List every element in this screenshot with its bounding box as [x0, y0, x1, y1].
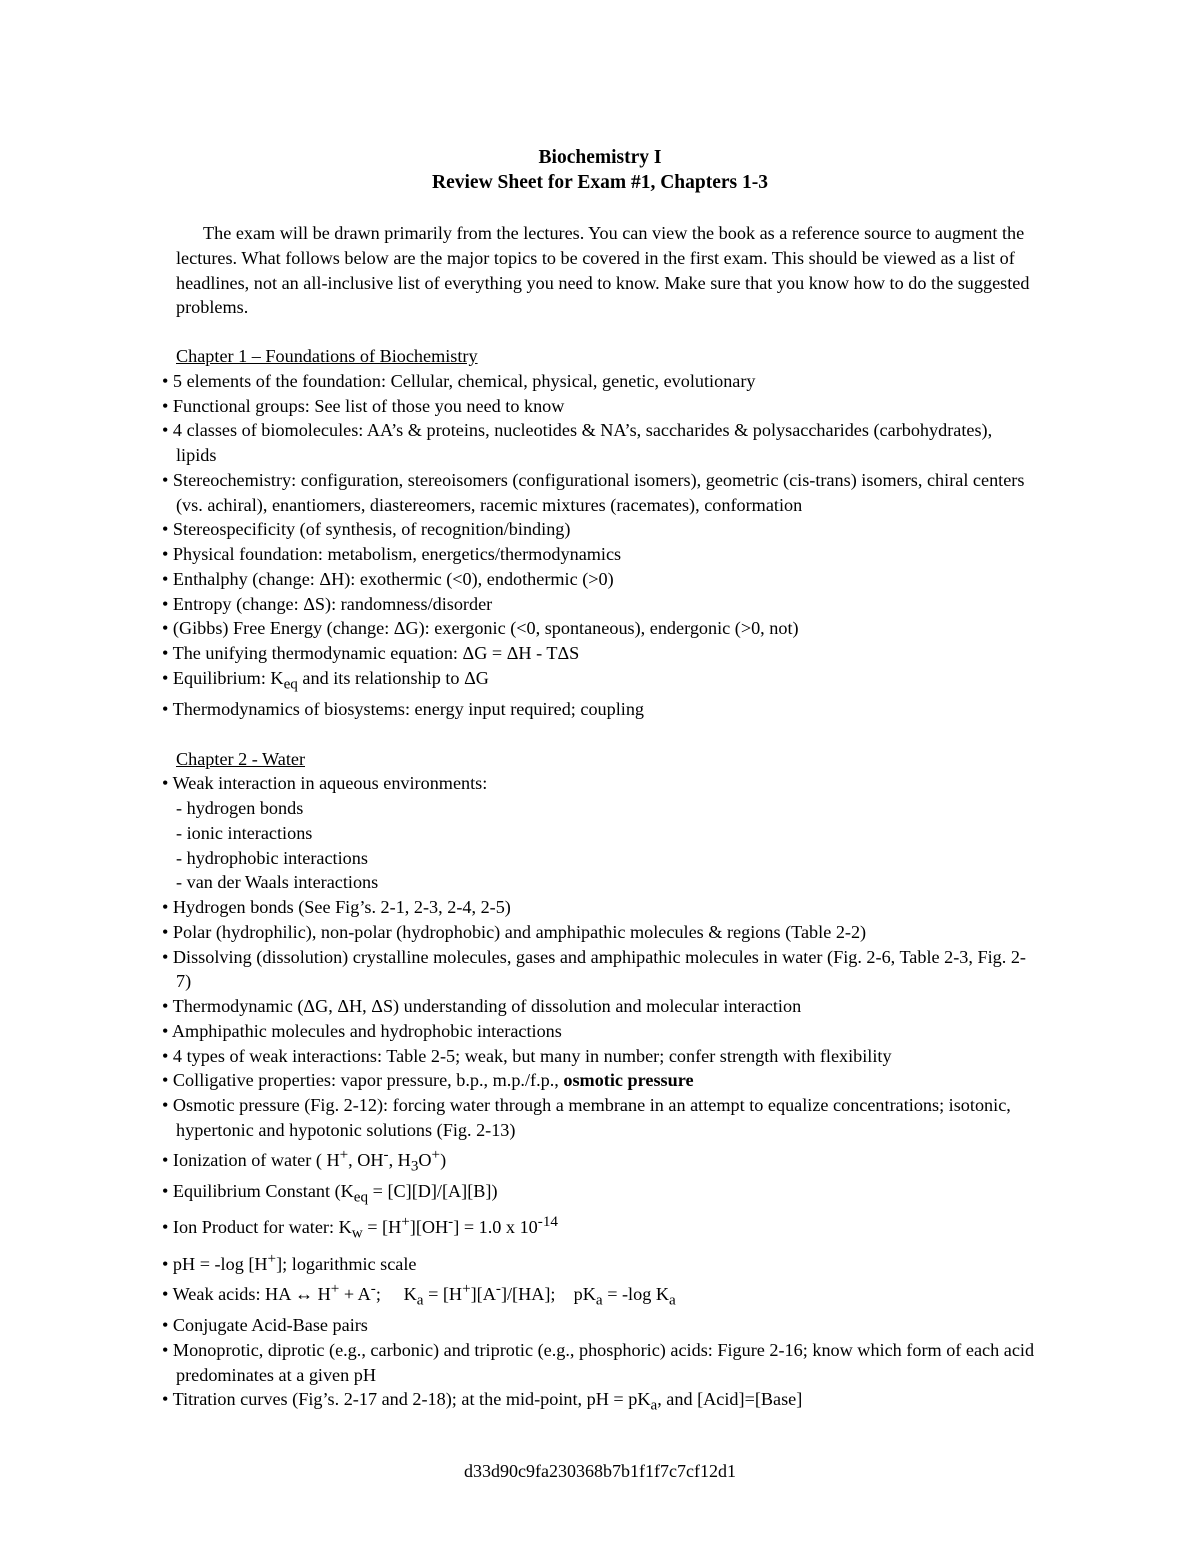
list-item: • Equilibrium: $K_{eq}$ and its relationship to ΔG: [162, 667, 489, 693]
chapter1-list: [162, 369, 1036, 722]
list-item: • Conjugate Acid-Base pairs: [162, 1315, 368, 1336]
chapter2-list: [162, 771, 1036, 1418]
list-item: • 4 types of weak interactions: Table 2-5; weak, but many in number; confer strength with flexibility: [162, 1045, 892, 1066]
list-item: • Osmotic pressure (Fig. 2-12): forcing water through a membrane in an attempt to equalize concentrations; isotonic, hypertonic and hypotonic solutions (Fig. 2-13): [162, 1095, 1011, 1140]
list-item: • 5 elements of the foundation: Cellular, chemical, physical, genetic, evolutionary: [162, 370, 756, 391]
list-item: • Hydrogen bonds (See Fig’s. 2-1, 2-3, 2-4, 2-5): [162, 897, 511, 918]
list-item: • Thermodynamics of biosystems: energy input required; coupling: [162, 699, 645, 720]
list-item: • (Gibbs) Free Energy (change: ΔG): exergonic (<0, spontaneous), endergonic (>0, not): [162, 618, 799, 639]
list-item: • The unifying thermodynamic equation: ΔG = ΔH - TΔS: [162, 643, 580, 663]
document-header: [0, 145, 1200, 195]
list-item: • Titration curves (Fig’s. 2-17 and 2-18); at the mid-point, pH = $pK_a$, and [Acid]=[Base]: [162, 1389, 803, 1415]
document-subtitle: Review Sheet for Exam #1, Chapters 1-3: [432, 172, 768, 193]
list-item: • Entropy (change: ΔS): randomness/disorder: [162, 593, 493, 614]
sub-list-item: - ionic interactions: [176, 822, 313, 843]
document-title: Biochemistry I: [538, 147, 662, 168]
list-item: • Colligative properties: vapor pressure, b.p., m.p./f.p., osmotic pressure: [162, 1070, 694, 1091]
list-item: • Ionization of water ( H+, OH-, $H_3O^+$): [162, 1145, 447, 1175]
list-item: • Monoprotic, diprotic (e.g., carbonic) and triprotic (e.g., phosphoric) acids: Figure 2-16; know which form of each acid predominates at a given pH: [162, 1339, 1035, 1385]
list-item: • 4 classes of biomolecules: AA’s & proteins, nucleotides & NA’s, saccharides & polysaccharides (carbohydrates), lipids: [162, 420, 993, 465]
intro-paragraph: The exam will be drawn primarily from the lectures. You can view the book as a reference source to augment the lectures. What follows below are the major topics to be covered in the first exam. This should be viewed as a list of headlines, not an all-inclusive list of everything you need to know. Make sure that you know how to do the suggested problems.: [176, 223, 1030, 318]
list-item: • Weak interaction in aqueous environments:: [162, 773, 488, 794]
list-item: • Thermodynamic (ΔG, ΔH, ΔS) understanding of dissolution and molecular interaction: [162, 996, 802, 1017]
document-body: [162, 221, 1036, 1419]
sub-list-item: - hydrophobic interactions: [176, 847, 368, 868]
list-item: • Enthalphy (change: ΔH): exothermic (<0), endothermic (>0): [162, 568, 614, 589]
list-item: • Physical foundation: metabolism, energetics/thermodynamics: [162, 544, 622, 564]
chapter2-heading: Chapter 2 - Water: [176, 748, 305, 769]
list-item: • Stereochemistry: configuration, stereoisomers (configurational isomers), geometric (cis-trans) isomers, chiral centers (vs. achiral), enantiomers, diastereomers, racemic mixtures (racemates), conformation: [162, 469, 1025, 515]
list-item: • pH = -log [H+]; logarithmic scale: [162, 1249, 417, 1274]
list-item: • Functional groups: See list of those you need to know: [162, 395, 565, 416]
list-item: • Stereospecificity (of synthesis, of recognition/binding): [162, 519, 571, 540]
list-item: • Ion Product for water: $K_w = [H^+][OH^-] = 1.0$ x $10^{-14}$: [162, 1213, 558, 1243]
sub-list-item: - van der Waals interactions: [176, 872, 379, 893]
section-spacer: [176, 722, 1036, 747]
list-item: • Weak acids: HA ↔ H+ + A-; $K_a = [H^+][A^-]/[HA]$; $pK_a = -\log$ $K_a$: [162, 1279, 676, 1309]
list-item: • Amphipathic molecules and hydrophobic interactions: [162, 1020, 562, 1041]
sub-list-item: - hydrogen bonds: [176, 798, 304, 819]
chapter1-heading: Chapter 1 – Foundations of Biochemistry: [176, 346, 478, 366]
list-item: • Dissolving (dissolution) crystalline molecules, gases and amphipathic molecules in water (Fig. 2-6, Table 2-3, Fig. 2-7): [162, 946, 1026, 992]
list-item: • Equilibrium Constant $(K_{eq} = [C][D]/[A][B])$: [162, 1181, 498, 1206]
list-item: • Polar (hydrophilic), non-polar (hydrophobic) and amphipathic molecules & regions (Table 2-2): [162, 921, 867, 942]
document-footer-id: d33d90c9fa230368b7b1f1f7c7cf12d1: [464, 1461, 736, 1481]
